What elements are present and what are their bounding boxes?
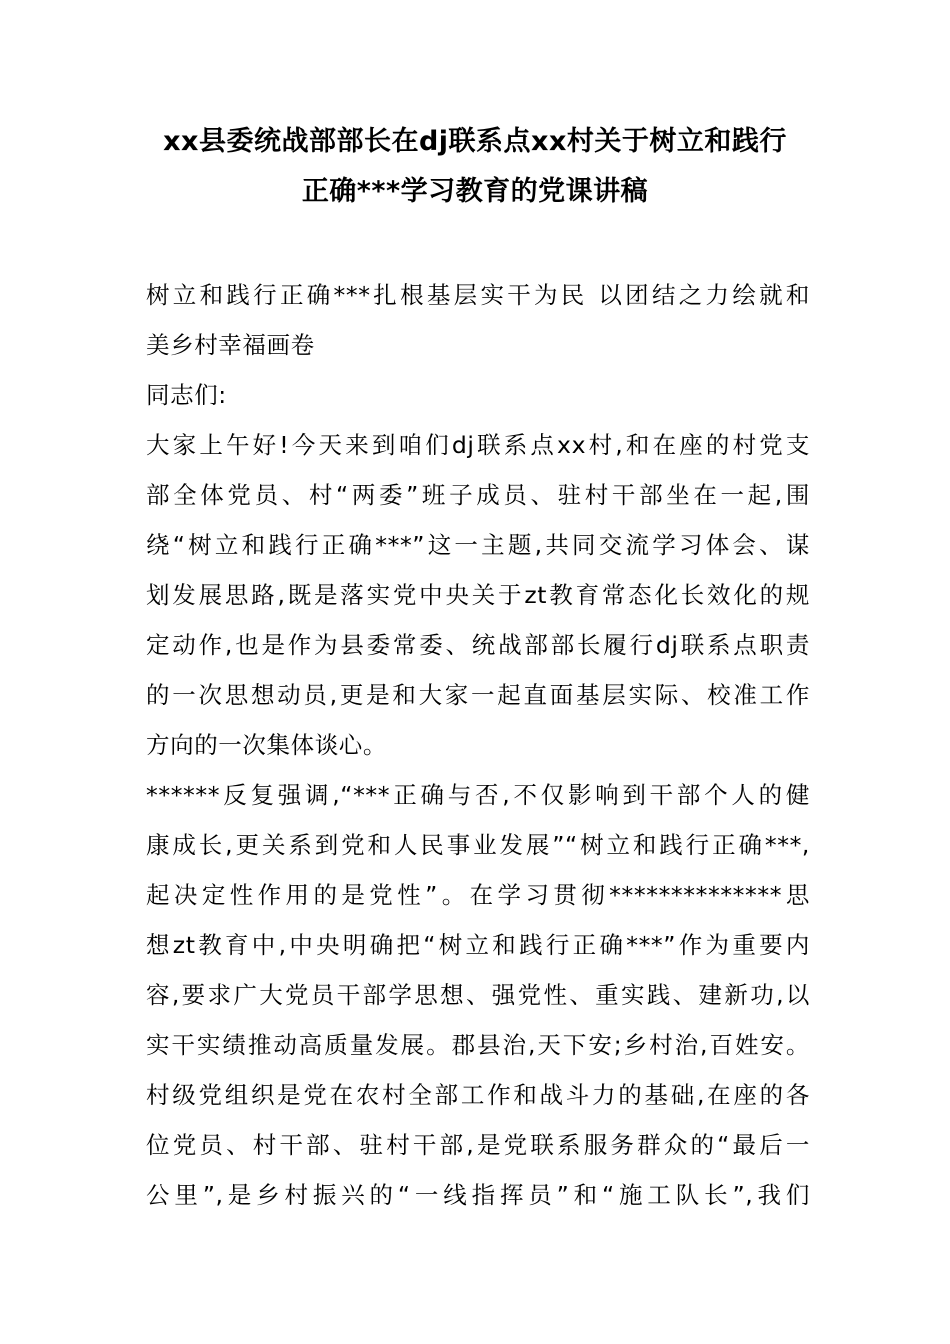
document-body bbox=[146, 270, 810, 1220]
body-text-line: 公里”,是乡村振兴的“一线指挥员”和“施工队长”,我们 bbox=[146, 1181, 810, 1209]
body-text-line: 方向的一次集体谈心。 bbox=[146, 731, 387, 759]
body-text-line: 村级党组织是党在农村全部工作和战斗力的基础,在座的各 bbox=[146, 1081, 810, 1109]
body-text-line: 想zt教育中,中央明确把“树立和践行正确***”作为重要内 bbox=[146, 931, 810, 959]
body-text-line: 绕“树立和践行正确***”这一主题,共同交流学习体会、谋 bbox=[146, 531, 810, 559]
body-text-line: 树立和践行正确***扎根基层实干为民 以团结之力绘就和 bbox=[146, 281, 810, 309]
body-text-line: 起决定性作用的是党性”。在学习贯彻**************思 bbox=[146, 881, 810, 909]
body-text-line: 同志们: bbox=[146, 381, 227, 409]
body-text-line: ******反复强调,“***正确与否,不仅影响到干部个人的健 bbox=[146, 781, 810, 809]
document-title-line-1: xx县委统战部部长在dj联系点xx村关于树立和践行 bbox=[163, 126, 787, 157]
body-text-line: 大家上午好!今天来到咱们dj联系点xx村,和在座的村党支 bbox=[146, 431, 810, 459]
body-text-line: 划发展思路,既是落实党中央关于zt教育常态化长效化的规 bbox=[146, 581, 810, 609]
body-text-line: 的一次思想动员,更是和大家一起直面基层实际、校准工作 bbox=[146, 681, 810, 709]
body-text-line: 部全体党员、村“两委”班子成员、驻村干部坐在一起,围 bbox=[146, 481, 810, 509]
body-text-line: 实干实绩推动高质量发展。郡县治,天下安;乡村治,百姓安。 bbox=[146, 1031, 810, 1059]
body-text-line: 位党员、村干部、驻村干部,是党联系服务群众的“最后一 bbox=[146, 1131, 810, 1159]
document-title-line-2: 正确***学习教育的党课讲稿 bbox=[301, 176, 649, 207]
body-text-line: 美乡村幸福画卷 bbox=[146, 331, 315, 359]
body-text-line: 容,要求广大党员干部学思想、强党性、重实践、建新功,以 bbox=[146, 981, 810, 1009]
body-text-line: 康成长,更关系到党和人民事业发展”“树立和践行正确***, bbox=[146, 831, 810, 859]
body-text-line: 定动作,也是作为县委常委、统战部部长履行dj联系点职责 bbox=[146, 631, 810, 659]
